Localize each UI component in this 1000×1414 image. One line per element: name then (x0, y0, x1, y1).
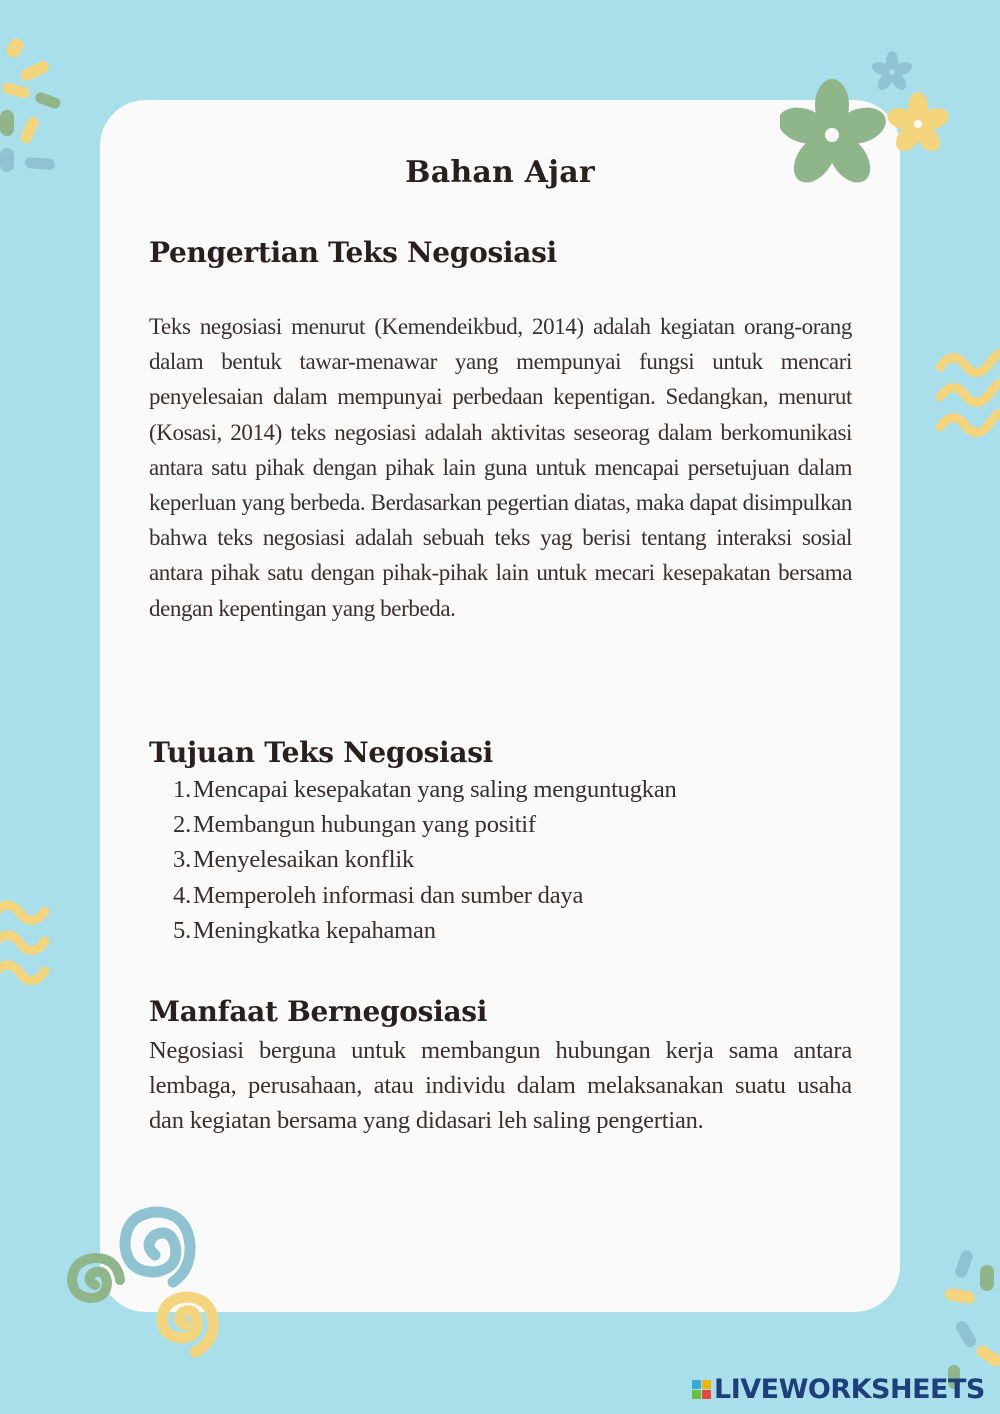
list-number: 5. (173, 916, 191, 944)
heading-pengertian: Pengertian Teks Negosiasi (149, 236, 557, 269)
list-text: Meningkatka kepahaman (193, 916, 436, 944)
list-number: 1. (173, 776, 191, 803)
list-item (149, 772, 677, 807)
list-text: Menyelesaikan konflik (193, 846, 415, 874)
list-number: 2. (173, 811, 191, 839)
list-number: 3. (173, 846, 191, 874)
list-item (149, 913, 677, 948)
list-item (149, 878, 677, 913)
tujuan-list (149, 772, 677, 948)
list-text: Mencapai kesepakatan yang saling menguntugkan (193, 776, 677, 803)
heading-manfaat: Manfaat Bernegosiasi (149, 995, 488, 1028)
right-wave-yellow (935, 345, 1000, 445)
list-item (149, 842, 677, 877)
paragraph-manfaat: Negosiasi berguna untuk membangun hubungan kerja sama antara lembaga, perusahaan, atau individu dalam melaksanakan suatu usaha dan kegiatan bersama yang didasari leh saling pengertian. (149, 1037, 852, 1135)
liveworksheets-logo-icon (692, 1380, 711, 1399)
watermark-text: LIVEWORKSHEETS (714, 1374, 985, 1405)
paragraph-pengertian: Teks negosiasi menurut (Kemendeikbud, 2014) adalah kegiatan orang-orang dalam bentuk tawar-menawar yang mempunyai fungsi untuk mencari penyelesaian dalam mempunyai perbedaan kepentigan. Sedangkan, menurut (Kosasi, 2014) teks negosiasi adalah aktivitas seseorag dalam berkomunikasi antara satu pihak dengan pihak lain guna untuk mencapai persetujuan dalam keperluan yang berbeda. Berdasarkan pegertian diatas, maka dapat disimpulkan bahwa teks negosiasi adalah sebuah teks yag berisi tentang interaksi sosial antara pihak satu dengan pihak-pihak lain untuk mecari kesepakatan bersama dengan kepentingan yang berbeda. (149, 314, 852, 621)
list-number: 4. (173, 881, 191, 909)
heading-tujuan: Tujuan Teks Negosiasi (149, 736, 494, 769)
liveworksheets-logo[interactable] (692, 1374, 985, 1405)
list-text: Memperoleh informasi dan sumber daya (193, 881, 584, 909)
flower-blue-icon (870, 50, 914, 94)
flower-yellow-icon (885, 88, 955, 160)
left-wave-yellow (0, 895, 70, 995)
spiral-decoration (55, 1200, 235, 1370)
list-item (149, 807, 677, 842)
page-title: Bahan Ajar (405, 155, 595, 190)
list-text: Membangun hubungan yang positif (193, 811, 536, 839)
